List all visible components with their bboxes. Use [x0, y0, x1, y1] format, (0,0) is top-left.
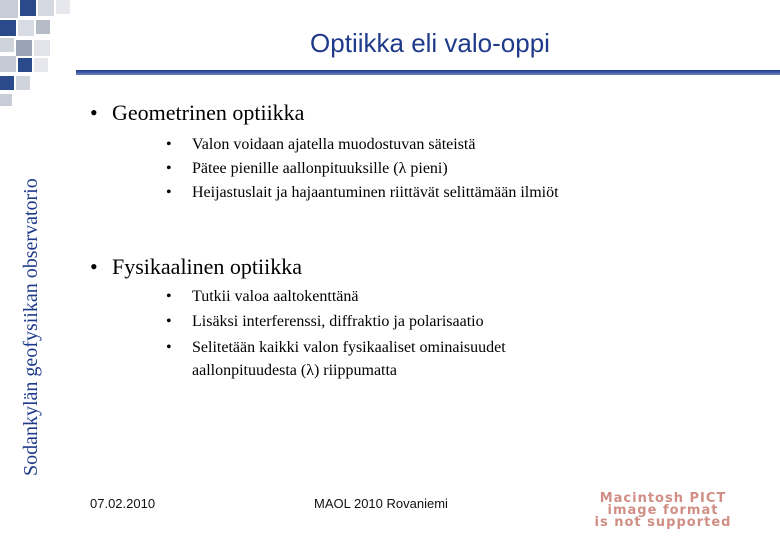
list-item: • Valon voidaan ajatella muodostuvan säteistä [166, 133, 475, 157]
unsupported-image-placeholder: Macintosh PICT image format is not supported [594, 491, 732, 530]
observatory-vertical-title: Sodankylän geofysiikan observatorio [20, 178, 42, 476]
bullet-icon: • [90, 100, 98, 125]
section-heading-geometric: • Geometrinen optiikka [90, 100, 305, 125]
bullet-icon: • [166, 160, 172, 177]
bullet-icon: • [166, 313, 172, 330]
bullet-icon: • [90, 254, 98, 279]
bullet-icon: • [166, 184, 172, 201]
list-item-continuation: aallonpituudesta (λ) riippumatta [192, 362, 398, 379]
slide-title: Optiikka eli valo-oppi [310, 28, 550, 58]
bullet-icon: • [166, 339, 172, 356]
list-item: • Lisäksi interferenssi, diffraktio ja polarisaatio [166, 310, 484, 334]
footer-date: 07.02.2010 [90, 496, 156, 511]
bullet-icon: • [166, 288, 172, 305]
title-divider [76, 70, 780, 75]
bullet-icon: • [166, 136, 172, 153]
list-item: • Heijastuslait ja hajaantuminen riittävät selittämään ilmiöt [166, 181, 559, 205]
section-heading-physical: • Fysikaalinen optiikka [90, 254, 303, 279]
list-item: • Tutkii valoa aaltokenttänä [166, 285, 358, 309]
list-item: • Selitetään kaikki valon fysikaaliset ominaisuudet [166, 336, 506, 360]
footer-event: MAOL 2010 Rovaniemi [314, 496, 448, 511]
list-item: • Pätee pienille aallonpituuksille (λ pieni) [166, 157, 448, 181]
